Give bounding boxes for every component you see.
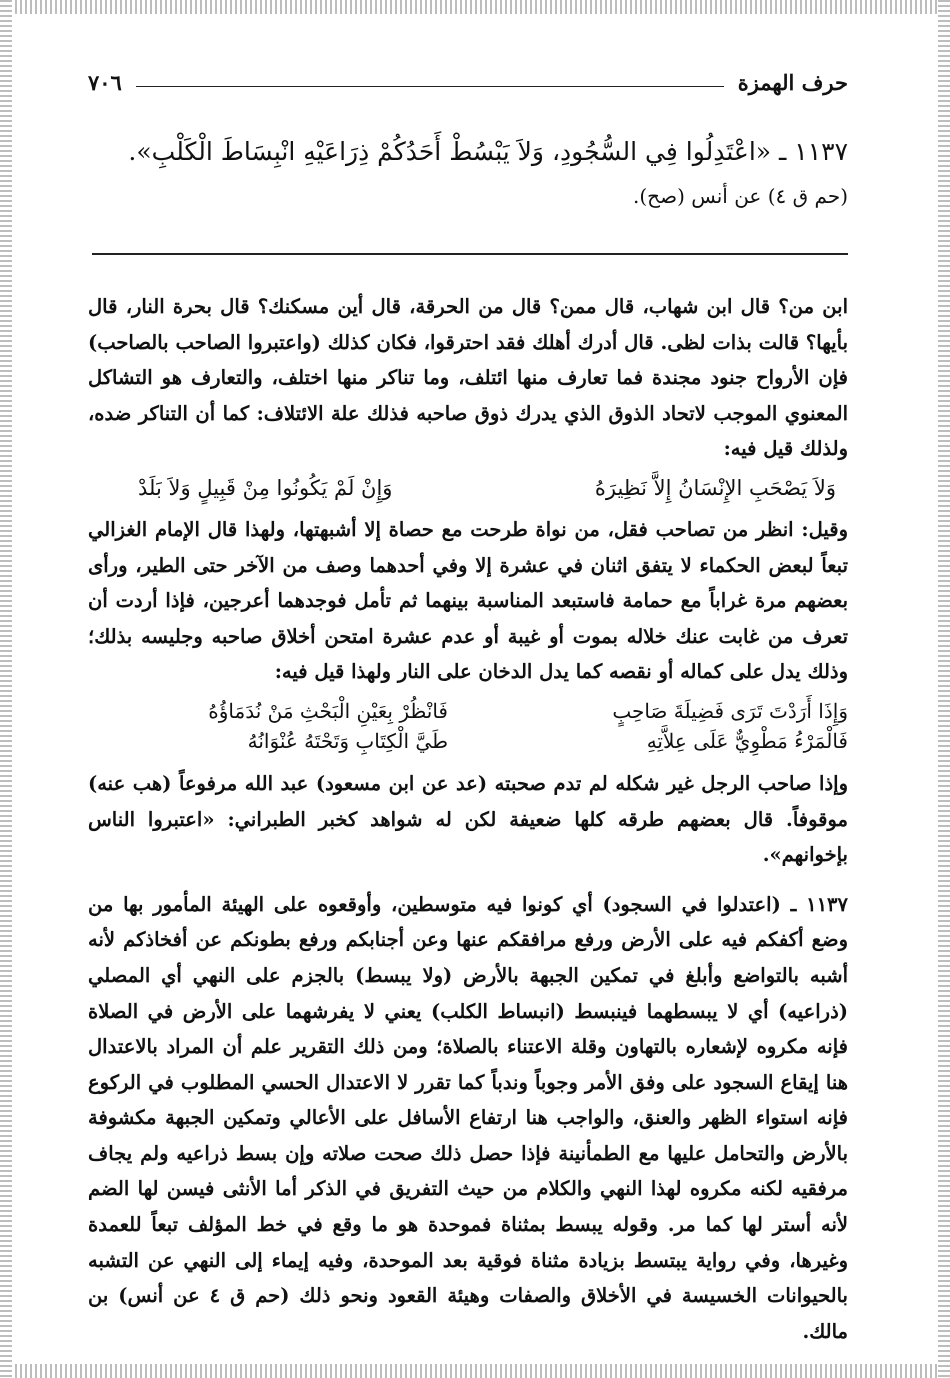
verse-2-line-1-hemistich-2: فَانْظُرْ بِعَيْنِ الْبَحْثِ مَنْ نُدَمَاؤُهُ: [208, 698, 448, 723]
paragraph-gap: [88, 873, 848, 887]
verse-1-hemistich-2: وَإِنْ لَمْ يَكُونُوا مِنْ قَبِيلٍ وَلاَ بَلَدْ: [138, 475, 393, 500]
verse-2-line-1-hemistich-1: وَإِذَا أَرَدْتَ تَرَى فَضِيلَةَ صَاحِبٍ: [612, 698, 848, 723]
verse-1-hemistich-1: وَلاَ يَصْحَبِ الإِنْسَانُ إِلاَّ نَظِيرَهُ: [594, 475, 836, 500]
page-number: ٧٠٦: [88, 70, 122, 95]
verse-2-line-2-hemistich-1: فَالْمَرْءُ مَطْوِيٌّ عَلَى عِلاَّتِهِ: [646, 728, 848, 753]
verse-1: [88, 467, 848, 512]
decorative-border-top: [0, 0, 950, 14]
chapter-title: حرف الهمزة: [737, 70, 848, 95]
commentary-paragraph-2: وقيل: انظر من تصاحب فقل، من نواة طرحت مع حصاة إلا أشبهتها، ولهذا قال الإمام الغزالي تبعاً لبعض الحكماء لا يتفق اثنان في عشرة إلا وفي أحدهما وصف من الآخر حتى الطير، ورأى بعضهم مرة غراباً مع حمامة فاستبعد المناسبة بينهما ثم تأمل فوجدهما أعرجين، فإذا أردت أن تعرف من غابت عنك خلاله بموت أو غيبة أو عدم عشرة امتحن أخلاق صاحبه وجليسه بذلك؛ وذلك يدل على كماله أو نقصه كما يدل الدخان على النار ولهذا قيل فيه:: [88, 517, 848, 684]
footnote-separator: [92, 253, 848, 255]
commentary: [88, 289, 848, 1349]
verse-2-line-2-hemistich-2: طَيَّ الْكِتَابِ وَتَحْتَهُ عُنْوَانُهُ: [247, 728, 448, 753]
commentary-paragraph-3: وإذا صاحب الرجل غير شكله لم تدم صحبته (عد عن ابن مسعود) عبد الله مرفوعاً (هب عنه) موقوفاً. قال بعضهم طرقه كلها ضعيفة لكن له شواهد كخبر الطبراني: «اعتبروا الناس بإخوانهم».: [88, 771, 848, 867]
decorative-border-right: [938, 0, 950, 1378]
commentary-paragraph-4: ١١٣٧ ـ (اعتدلوا في السجود) أي كونوا فيه متوسطين، وأوقعوه على الهيئة المأمور بها من وضع أكفكم فيه على الأرض ورفع مرافقكم عنها وعن أجنابكم ورفع بطونكم عن أفخاذكم لأنه أشبه بالتواضع وأبلغ في تمكين الجبهة بالأرض (ولا يبسط) بالجزم على النهي أي المصلي (ذراعيه) أي لا يبسطهما فينبسط (انبساط الكلب) يعني لا يفرشهما على الأرض في الصلاة فإنه مكروه لإشعاره بالتهاون وقلة الاعتناء بالصلاة؛ ومن ذلك التقرير علم أن المراد بالاعتدال هنا إيقاع السجود على وفق الأمر وجوباً وندباً كما تقرر لا الاعتدال الحسي المطلوب في الركوع فإنه استواء الظهر والعنق، والواجب هنا ارتفاع الأسافل على الأعالي وتمكين الجبهة مكشوفة بالأرض والتحامل عليها مع الطمأنينة فإذا حصل ذلك صحت صلاته وإن بسط ذراعيه ولم يجاف مرفقيه لكنه مكروه لهذا النهي والكلام من حيث التفريق في الذكر أما الأنثى فيسن لها الضم لأنه أستر لها كما مر. وقوله يبسط بمثناة فموحدة هو ما وقع في خط المؤلف تبعاً للعمدة وغيرها، وفي رواية يبتسط بزيادة مثناة فوقية بعد الموحدة، وفيه إيماء إلى النهي عن التشبه بالحيوانات الخسيسة في الأخلاق والصفات وهيئة القعود ونحو ذلك (حم ق ٤ عن أنس) بن مالك.: [88, 892, 848, 1343]
decorative-border-left: [0, 0, 12, 1378]
verse-2: [88, 690, 848, 766]
hadith-source: (حم ق ٤) عن أنس (صح).: [633, 184, 848, 208]
decorative-border-bottom: [0, 1364, 950, 1378]
commentary-paragraph-1: ابن من؟ قال ابن شهاب، قال ممن؟ قال من الحرقة، قال أين مسكنك؟ قال بحرة النار، قال بأيها؟ قالت بذات لظى. قال أدرك أهلك فقد احترقوا، فكان كذلك (واعتبروا الصاحب بالصاحب) فإن الأرواح جنود مجندة فما تعارف منها ائتلف، وما تناكر منها اختلف، والتعارف هو التشاكل المعنوي الموجب لاتحاد الذوق الذي يدرك ذوق صاحبه فذلك علة الائتلاف: كما أن التناكر ضده، ولذلك قيل فيه:: [88, 295, 848, 461]
book-page: [88, 70, 848, 1350]
hadith-text: ١١٣٧ ـ «اعْتَدِلُوا فِي السُّجُودِ، وَلاَ يَبْسُطْ أَحَدُكُمْ ذِرَاعَيْهِ انْبِسَاطَ الْكَلْبِ».: [128, 137, 848, 166]
running-header: [88, 70, 848, 97]
header-rule: [136, 86, 724, 87]
